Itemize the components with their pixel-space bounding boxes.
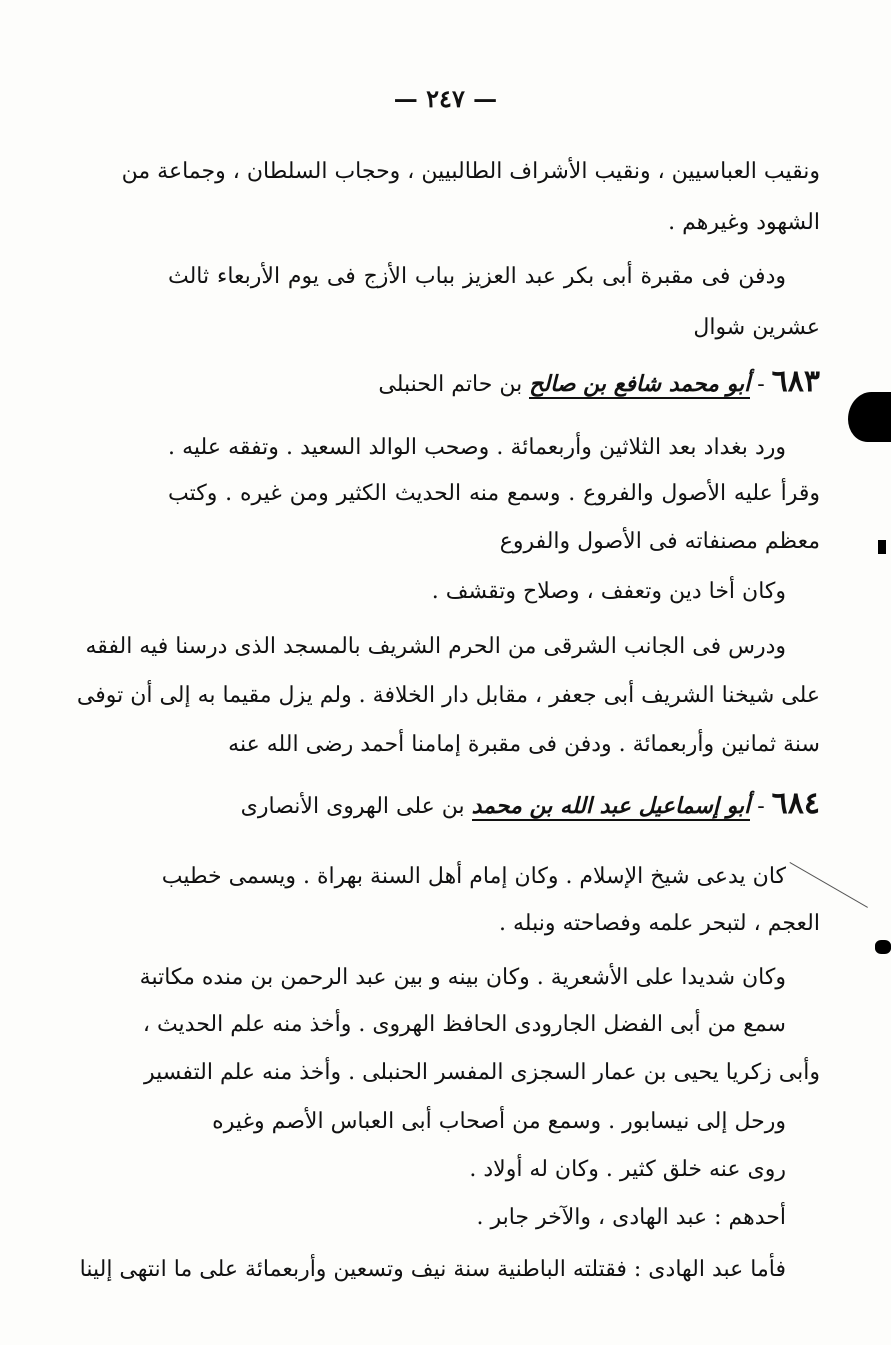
text-line: سمع من أبى الفضل الجارودى الحافظ الهروى . وأخذ منه علم الحديث ،	[142, 1012, 786, 1037]
entry-name: أبو إسماعيل عبد الله بن محمد	[471, 793, 751, 819]
text-line: عشرين شوال	[693, 315, 820, 340]
text-line: ونقيب العباسيين ، ونقيب الأشراف الطالبيين ، وحجاب السلطان ، وجماعة من	[121, 159, 820, 184]
body-text	[76, 0, 820, 1345]
text-line: ورد بغداد بعد الثلاثين وأربعمائة . وصحب الوالد السعيد . وتفقه عليه .	[168, 435, 786, 460]
entry-lineage: بن على الهروى الأنصارى	[240, 794, 472, 819]
page-number: — ٢٤٧ —	[393, 84, 498, 113]
text-line: الشهود وغيرهم .	[668, 210, 820, 235]
text-line: ودفن فى مقبرة أبى بكر عبد العزيز بباب الأزج فى يوم الأربعاء ثالث	[168, 264, 786, 289]
entry-dash: -	[750, 372, 772, 397]
text-line: وأبى زكريا يحيى بن عمار السجزى المفسر الحنبلى . وأخذ منه علم التفسير	[144, 1060, 820, 1085]
text-line: سنة ثمانين وأربعمائة . ودفن فى مقبرة إمامنا أحمد رضى الله عنه	[228, 732, 820, 757]
entry-dash: -	[750, 794, 772, 819]
entry-number: ٦٨٤	[771, 786, 820, 821]
text-line: العجم ، لتبحر علمه وفصاحته ونبله .	[499, 911, 820, 936]
entry-name: أبو محمد شافع بن صالح	[529, 371, 751, 397]
edge-mark	[878, 540, 886, 554]
text-line: كان يدعى شيخ الإسلام . وكان إمام أهل السنة بهراة . ويسمى خطيب	[161, 864, 786, 889]
text-line: فأما عبد الهادى : فقتلته الباطنية سنة نيف وتسعين وأربعمائة على ما انتهى إلينا	[79, 1257, 786, 1282]
text-line: ورحل إلى نيسابور . وسمع من أصحاب أبى العباس الأصم وغيره	[212, 1109, 786, 1134]
text-line: أحدهم : عبد الهادى ، والآخر جابر .	[476, 1205, 786, 1230]
entry-number: ٦٨٣	[771, 364, 820, 399]
entry-lineage: بن حاتم الحنبلى	[378, 372, 530, 397]
text-line: وكان أخا دين وتعفف ، وصلاح وتقشف .	[431, 579, 786, 604]
text-line: وقرأ عليه الأصول والفروع . وسمع منه الحديث الكثير ومن غيره . وكتب	[168, 481, 820, 506]
edge-mark	[875, 940, 891, 954]
entry-heading	[378, 360, 820, 404]
text-line: على شيخنا الشريف أبى جعفر ، مقابل دار الخلافة . ولم يزل مقيما به إلى أن توفى	[76, 683, 820, 708]
text-line: روى عنه خلق كثير . وكان له أولاد .	[469, 1157, 786, 1182]
edge-blot	[848, 392, 891, 442]
text-line: معظم مصنفاته فى الأصول والفروع	[499, 529, 820, 554]
entry-heading	[241, 782, 820, 826]
text-line: ودرس فى الجانب الشرقى من الحرم الشريف بالمسجد الذى درسنا فيه الفقه	[85, 634, 786, 659]
text-line: وكان شديدا على الأشعرية . وكان بينه و بين عبد الرحمن بن منده مكاتبة	[139, 965, 786, 990]
